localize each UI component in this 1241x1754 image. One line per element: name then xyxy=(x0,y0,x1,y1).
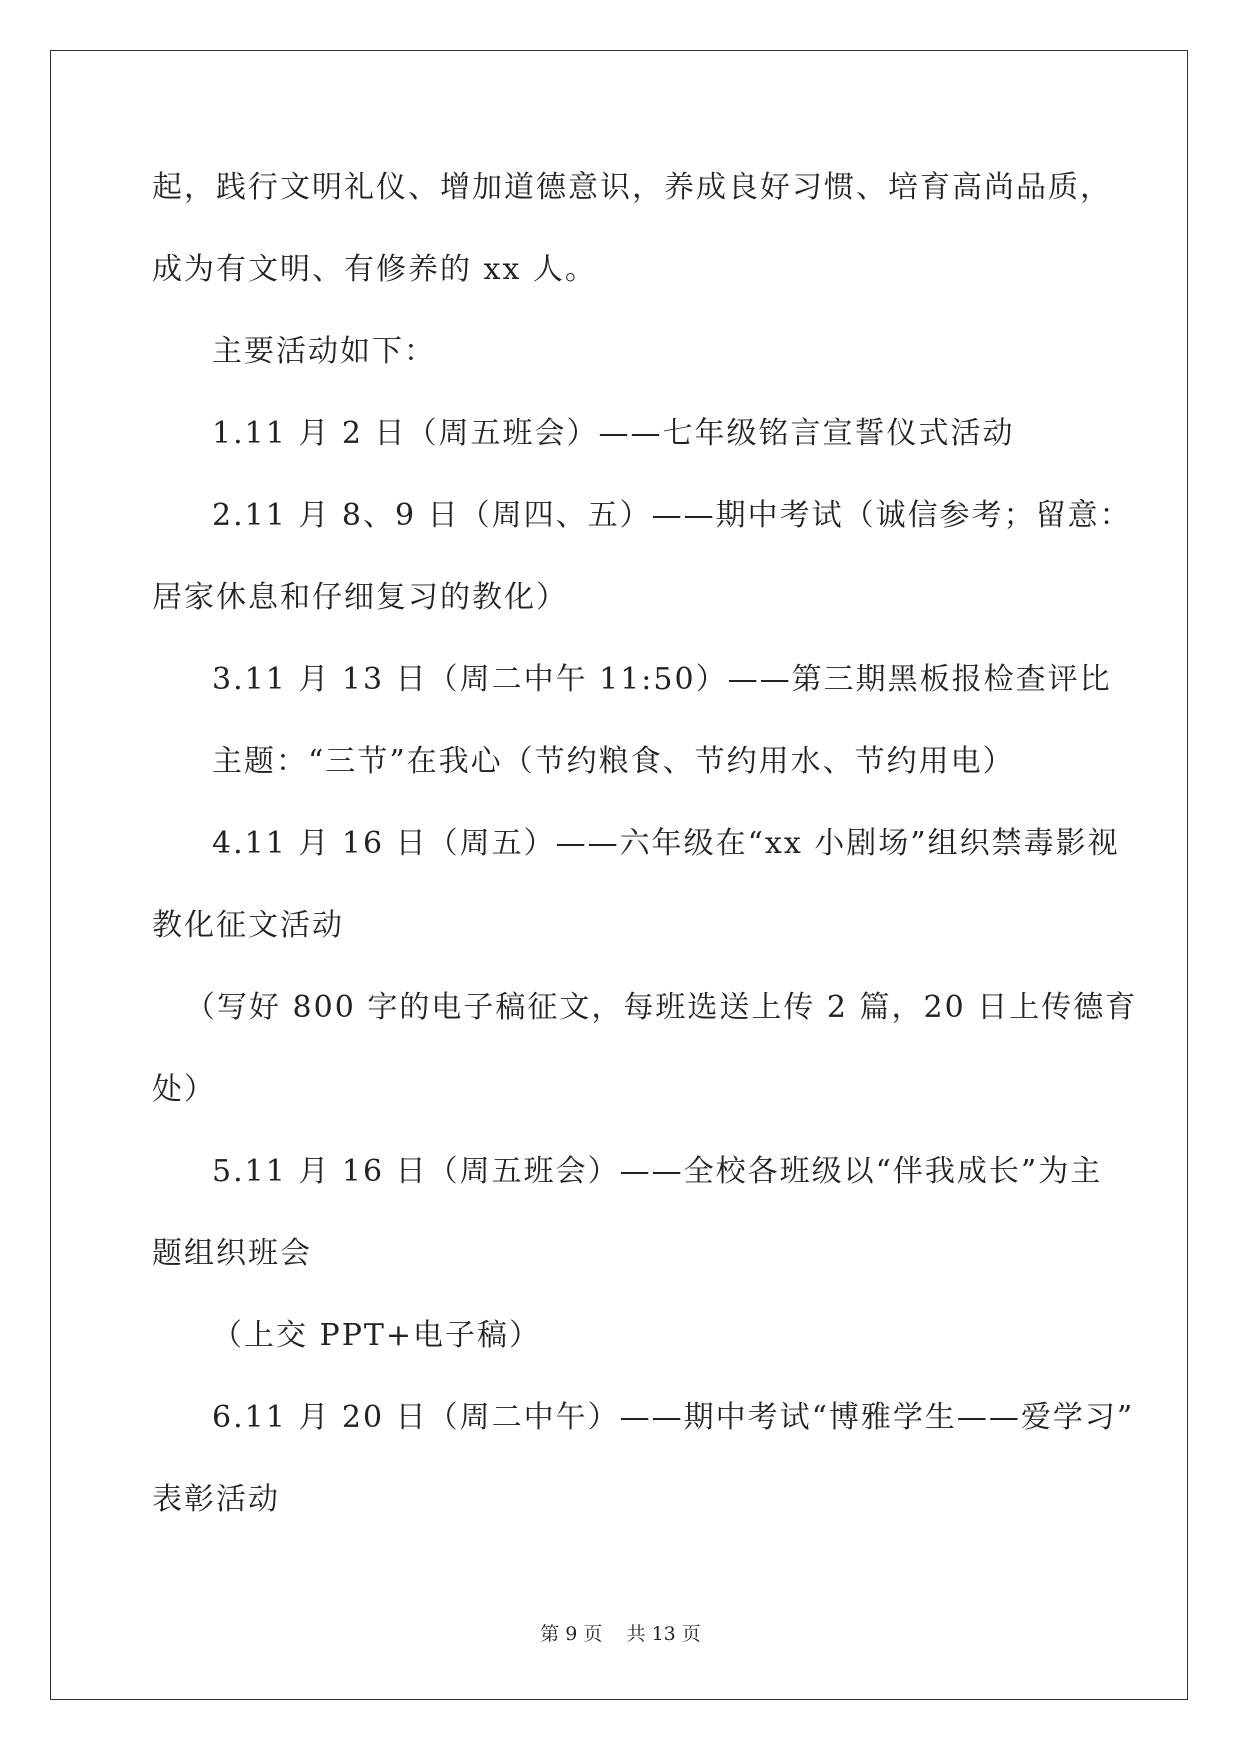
text-line: 题组织班会 xyxy=(152,1236,312,1271)
text-line: 主题：“三节”在我心（节约粮食、节约用水、节约用电） xyxy=(212,744,1015,779)
text-line: 表彰活动 xyxy=(152,1482,280,1517)
page-total: 共 13 页 xyxy=(626,1623,701,1645)
text-line: 成为有文明、有修养的 xx 人。 xyxy=(152,252,597,287)
text-line: 2.11 月 8、9 日（周四、五）——期中考试（诚信参考；留意： xyxy=(212,498,1132,533)
text-line: 主要活动如下： xyxy=(212,334,436,369)
text-line: （写好 800 字的电子稿征文，每班选送上传 2 篇，20 日上传德育 xyxy=(185,990,1138,1025)
text-line: （上交 PPT+电子稿） xyxy=(212,1318,542,1353)
text-line: 起，践行文明礼仪、增加道德意识，养成良好习惯、培育高尚品质， xyxy=(152,170,1112,205)
page-number: 第 9 页 xyxy=(540,1623,603,1645)
text-line: 处） xyxy=(152,1072,216,1107)
page-footer xyxy=(0,1622,1241,1646)
text-line: 3.11 月 13 日（周二中午 11:50）——第三期黑板报检查评比 xyxy=(212,662,1112,697)
text-line: 1.11 月 2 日（周五班会）——七年级铭言宣誓仪式活动 xyxy=(212,416,1015,451)
text-line: 6.11 月 20 日（周二中午）——期中考试“博雅学生——爱学习” xyxy=(212,1400,1135,1435)
text-line: 教化征文活动 xyxy=(152,908,344,943)
text-line: 居家休息和仔细复习的教化） xyxy=(152,580,568,615)
text-line: 4.11 月 16 日（周五）——六年级在“xx 小剧场”组织禁毒影视 xyxy=(212,826,1120,861)
page-frame xyxy=(50,50,1188,1700)
text-line: 5.11 月 16 日（周五班会）——全校各班级以“伴我成长”为主 xyxy=(212,1154,1103,1189)
